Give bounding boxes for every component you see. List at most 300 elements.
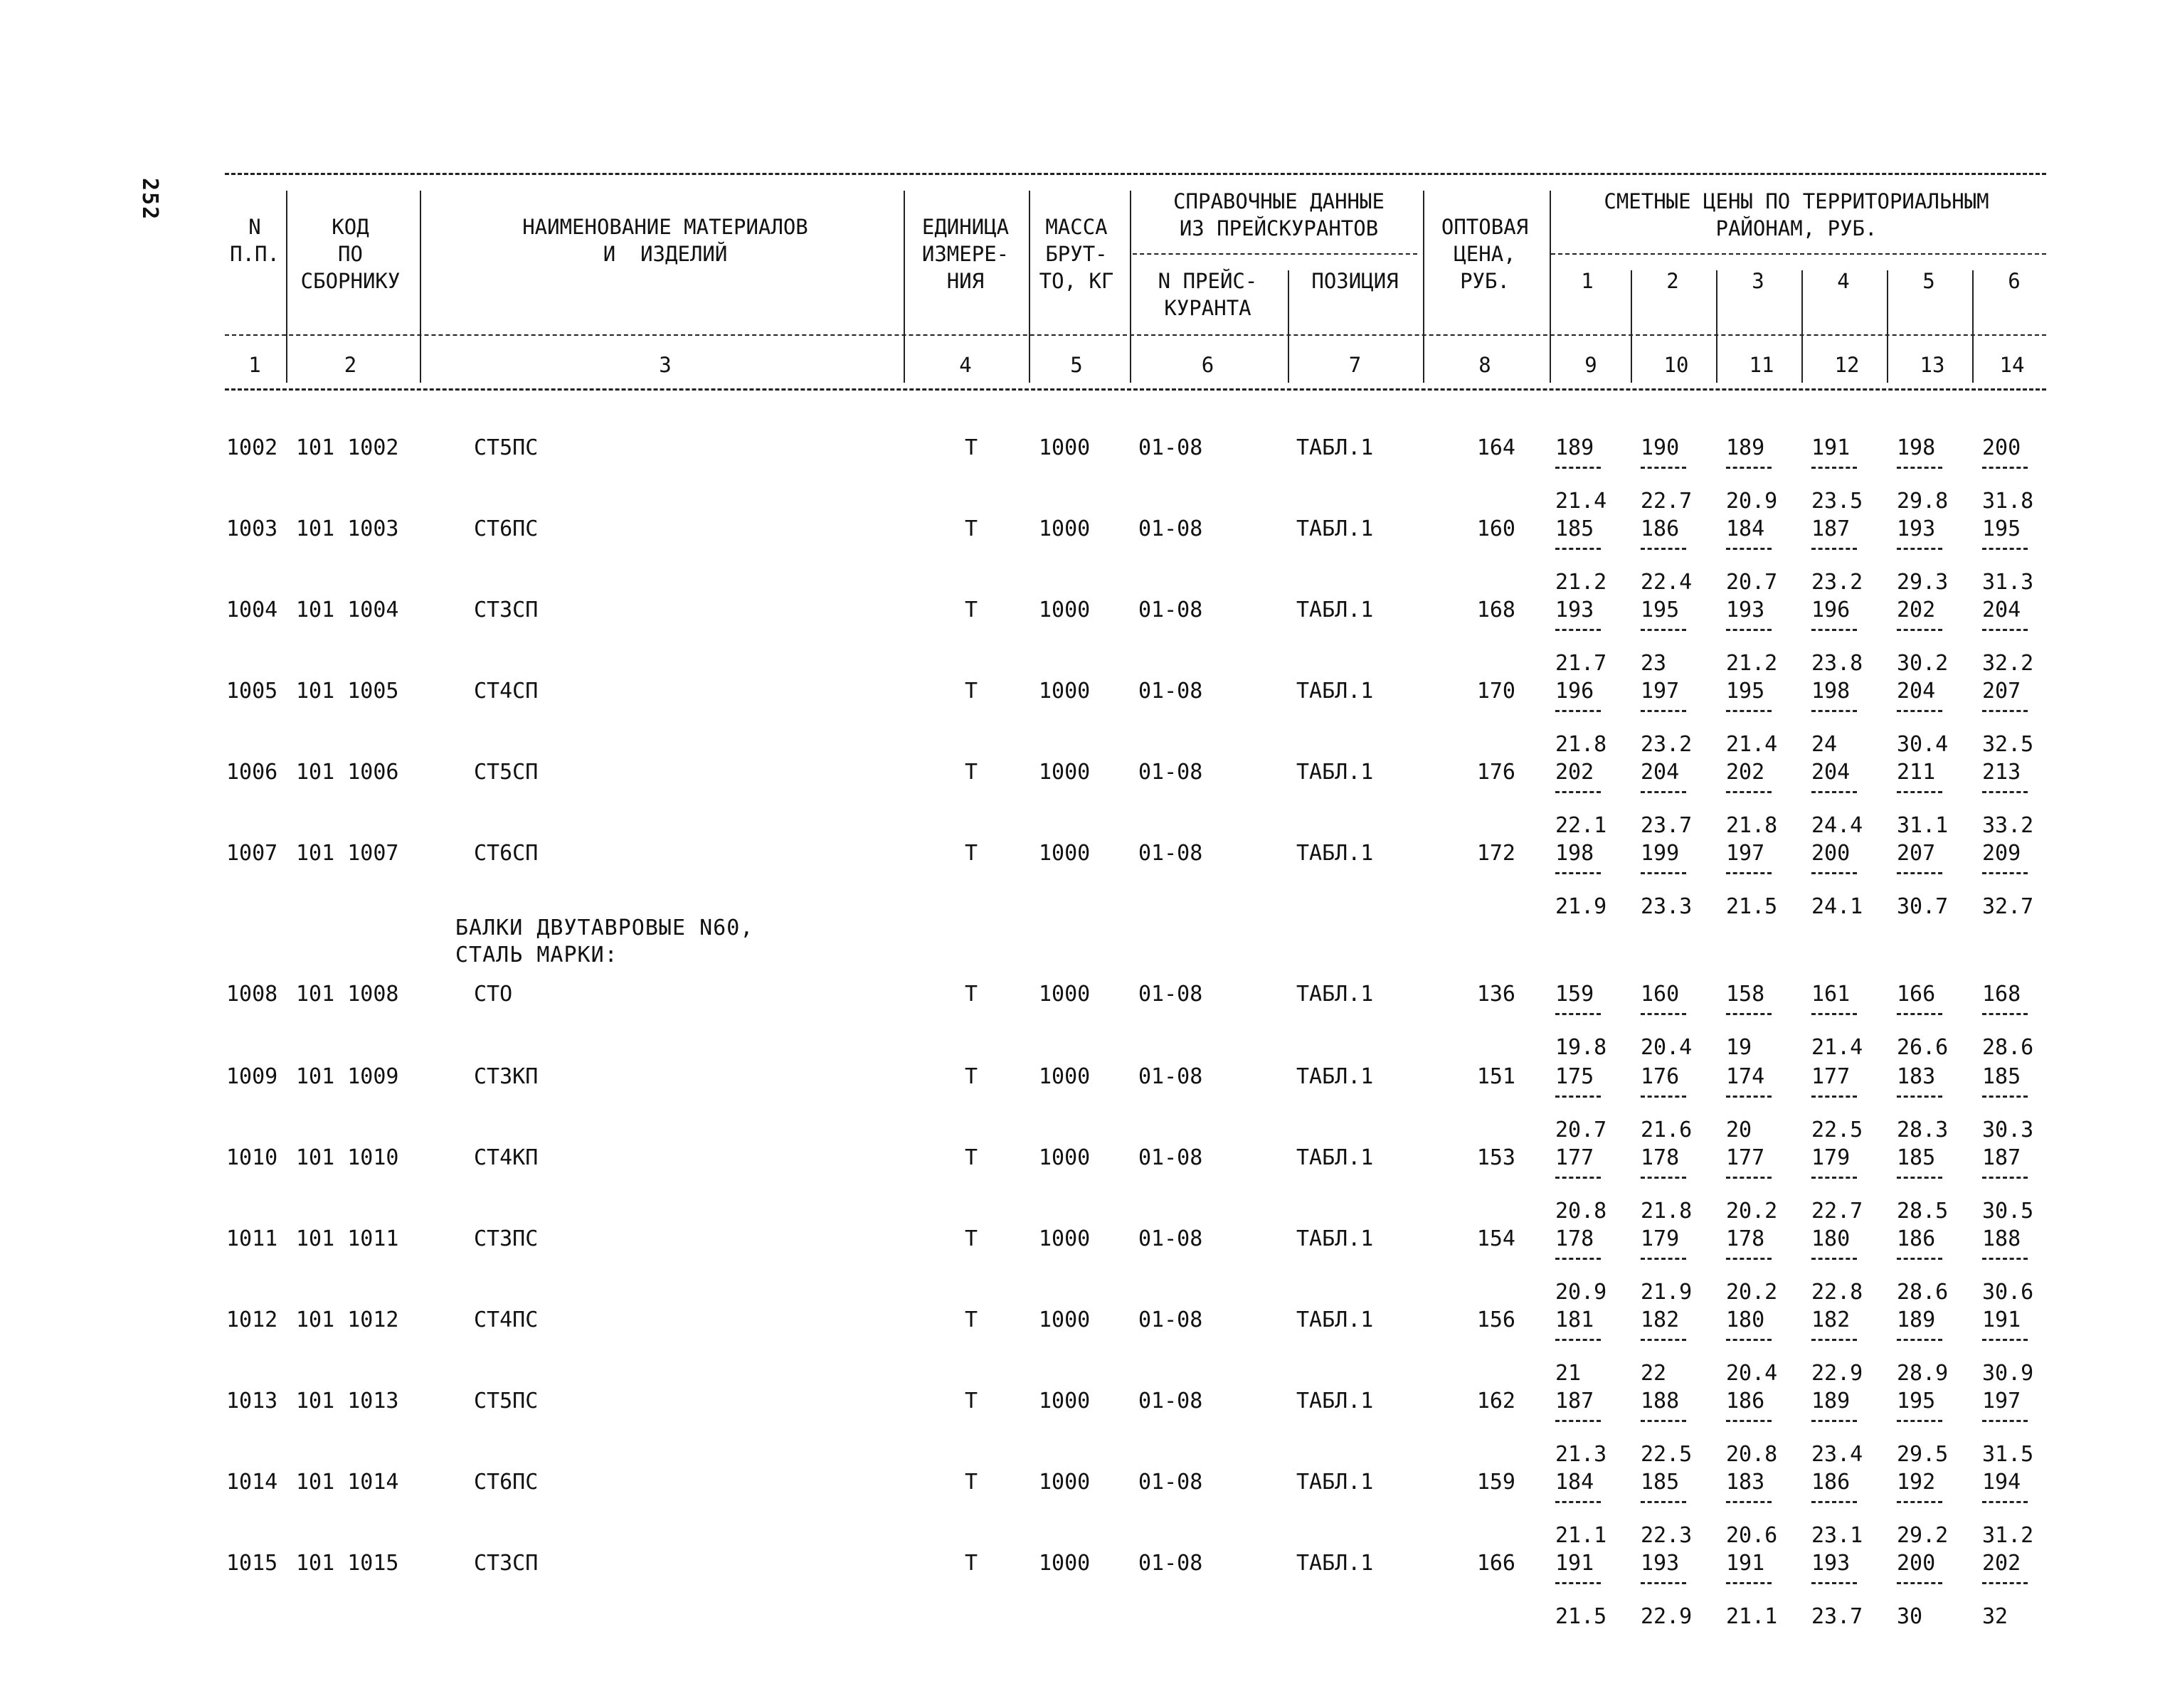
- fraction-bar: [1982, 710, 2028, 712]
- row-region-transport: 19: [1726, 1035, 1752, 1060]
- fraction-bar: [1982, 1096, 2028, 1098]
- row-region-transport: 23.1: [1811, 1523, 1863, 1548]
- row-region-transport: 23: [1641, 651, 1667, 676]
- row-region-price: 195: [1641, 598, 1680, 622]
- row-position: ТАБЛ.1: [1296, 1226, 1374, 1251]
- row-name: СТ6ПС: [474, 516, 539, 541]
- row-name: СТ6ПС: [474, 1470, 539, 1495]
- fraction-bar: [1641, 467, 1686, 469]
- fraction-bar: [1641, 548, 1686, 550]
- header-wholesale-price: ОПТОВАЯ ЦЕНА, РУБ.: [1441, 215, 1529, 293]
- row-region-price: 179: [1811, 1145, 1851, 1170]
- row-region-transport: 28.6: [1982, 1035, 2034, 1060]
- row-region-transport: 32: [1982, 1604, 2008, 1629]
- fraction-bar: [1982, 1013, 2028, 1015]
- fraction-bar: [1641, 1501, 1686, 1503]
- row-region-price: 193: [1811, 1551, 1851, 1576]
- row-region-transport: 21.9: [1641, 1280, 1693, 1305]
- row-number: 1007: [226, 841, 278, 866]
- row-name: СТ3КП: [474, 1064, 539, 1089]
- fraction-bar: [1555, 1501, 1601, 1503]
- column-number: 7: [1348, 353, 1362, 377]
- row-region-price: 177: [1726, 1145, 1765, 1170]
- row-region-price: 178: [1641, 1145, 1680, 1170]
- fraction-bar: [1982, 1258, 2028, 1260]
- row-pricelist: 01-08: [1138, 1470, 1203, 1495]
- fraction-bar: [1555, 629, 1601, 631]
- row-region-transport: 21.3: [1555, 1442, 1607, 1467]
- row-pricelist: 01-08: [1138, 1064, 1203, 1089]
- row-region-price: 202: [1726, 760, 1765, 785]
- row-position: ТАБЛ.1: [1296, 841, 1374, 866]
- row-region-price: 179: [1641, 1226, 1680, 1251]
- fraction-bar: [1726, 1339, 1772, 1341]
- row-wholesale-price: 136: [1476, 982, 1515, 1007]
- row-region-transport: 31.2: [1982, 1523, 2034, 1548]
- row-region-transport: 23.2: [1641, 732, 1693, 757]
- fraction-bar: [1811, 1013, 1857, 1015]
- row-region-transport: 21.6: [1641, 1118, 1693, 1142]
- row-wholesale-price: 151: [1476, 1064, 1515, 1089]
- header-bottom-rule: [225, 388, 2046, 391]
- row-region-price: 182: [1811, 1307, 1851, 1332]
- column-number: 2: [344, 353, 357, 377]
- row-region-price: 185: [1555, 516, 1594, 541]
- row-number: 1002: [226, 435, 278, 460]
- row-region-price: 181: [1555, 1307, 1594, 1332]
- fraction-bar: [1555, 791, 1601, 793]
- row-region-transport: 20.9: [1726, 489, 1778, 514]
- row-region-transport: 24: [1811, 732, 1838, 757]
- row-region-price: 176: [1641, 1064, 1680, 1089]
- row-name: СТ3ПС: [474, 1226, 539, 1251]
- row-region-price: 198: [1811, 679, 1851, 704]
- fraction-bar: [1982, 1501, 2028, 1503]
- row-region-price: 196: [1555, 679, 1594, 704]
- row-code: 101 1010: [296, 1145, 399, 1170]
- row-region-price: 196: [1811, 598, 1851, 622]
- row-region-transport: 20.2: [1726, 1280, 1778, 1305]
- header-separator: [1801, 270, 1803, 383]
- row-mass: 1000: [1039, 1064, 1091, 1089]
- row-pricelist: 01-08: [1138, 1551, 1203, 1576]
- fraction-bar: [1897, 1258, 1942, 1260]
- column-number: 9: [1584, 353, 1597, 377]
- row-region-price: 158: [1726, 982, 1765, 1007]
- column-number: 6: [1201, 353, 1214, 377]
- row-name: СТ5ПС: [474, 1389, 539, 1413]
- row-region-transport: 22.5: [1811, 1118, 1863, 1142]
- row-region-transport: 28.9: [1897, 1361, 1949, 1386]
- row-region-price: 211: [1897, 760, 1936, 785]
- row-unit: Т: [965, 598, 978, 622]
- row-region-transport: 30.3: [1982, 1118, 2034, 1142]
- fraction-bar: [1641, 791, 1686, 793]
- row-region-transport: 24.1: [1811, 894, 1863, 919]
- row-region-price: 204: [1897, 679, 1936, 704]
- row-region-price: 166: [1897, 982, 1936, 1007]
- header-name: НАИМЕНОВАНИЕ МАТЕРИАЛОВ И ИЗДЕЛИЙ: [522, 215, 808, 266]
- fraction-bar: [1726, 872, 1772, 874]
- header-region-5: 5: [1922, 269, 1935, 293]
- fraction-bar: [1897, 1013, 1942, 1015]
- section-title: БАЛКИ ДВУТАВРОВЫЕ N60, СТАЛЬ МАРКИ:: [455, 916, 754, 967]
- fraction-bar: [1897, 1096, 1942, 1098]
- row-mass: 1000: [1039, 679, 1091, 704]
- row-region-price: 197: [1726, 841, 1765, 866]
- row-region-price: 175: [1555, 1064, 1594, 1089]
- fraction-bar: [1811, 791, 1857, 793]
- row-region-transport: 32.7: [1982, 894, 2034, 919]
- row-region-price: 184: [1726, 516, 1765, 541]
- row-region-price: 189: [1555, 435, 1594, 460]
- fraction-bar: [1726, 710, 1772, 712]
- fraction-bar: [1811, 710, 1857, 712]
- row-region-transport: 23.7: [1641, 813, 1693, 838]
- row-region-transport: 26.6: [1897, 1035, 1949, 1060]
- row-region-transport: 21: [1555, 1361, 1582, 1386]
- row-pricelist: 01-08: [1138, 435, 1203, 460]
- row-number: 1006: [226, 760, 278, 785]
- header-separator: [1972, 270, 1974, 383]
- column-number: 14: [1999, 353, 2025, 377]
- row-region-price: 193: [1555, 598, 1594, 622]
- row-region-price: 202: [1555, 760, 1594, 785]
- row-region-price: 200: [1982, 435, 2021, 460]
- row-region-price: 202: [1982, 1551, 2021, 1576]
- fraction-bar: [1726, 467, 1772, 469]
- header-position: ПОЗИЦИЯ: [1311, 269, 1399, 293]
- row-region-price: 185: [1982, 1064, 2021, 1089]
- row-name: СТ4ПС: [474, 1307, 539, 1332]
- header-region-4: 4: [1837, 269, 1850, 293]
- row-pricelist: 01-08: [1138, 841, 1203, 866]
- row-region-price: 193: [1641, 1551, 1680, 1576]
- row-wholesale-price: 159: [1476, 1470, 1515, 1495]
- row-region-price: 188: [1982, 1226, 2021, 1251]
- row-region-price: 213: [1982, 760, 2021, 785]
- fraction-bar: [1982, 629, 2028, 631]
- row-mass: 1000: [1039, 982, 1091, 1007]
- fraction-bar: [1811, 548, 1857, 550]
- row-mass: 1000: [1039, 841, 1091, 866]
- row-position: ТАБЛ.1: [1296, 982, 1374, 1007]
- row-mass: 1000: [1039, 1551, 1091, 1576]
- fraction-bar: [1982, 791, 2028, 793]
- row-number: 1008: [226, 982, 278, 1007]
- row-name: СТ6СП: [474, 841, 539, 866]
- row-wholesale-price: 176: [1476, 760, 1515, 785]
- row-wholesale-price: 154: [1476, 1226, 1515, 1251]
- header-unit: ЕДИНИЦА ИЗМЕРЕ- НИЯ: [921, 215, 1010, 293]
- fraction-bar: [1641, 1013, 1686, 1015]
- header-code: КОД ПО СБОРНИКУ: [300, 215, 401, 293]
- row-position: ТАБЛ.1: [1296, 435, 1374, 460]
- fraction-bar: [1897, 1582, 1942, 1584]
- row-region-transport: 23.5: [1811, 489, 1863, 514]
- row-region-transport: 22.1: [1555, 813, 1607, 838]
- row-region-price: 194: [1982, 1470, 2021, 1495]
- row-pricelist: 01-08: [1138, 516, 1203, 541]
- fraction-bar: [1982, 1420, 2028, 1422]
- row-pricelist: 01-08: [1138, 1226, 1203, 1251]
- row-unit: Т: [965, 1064, 978, 1089]
- row-region-transport: 20.2: [1726, 1199, 1778, 1224]
- row-number: 1010: [226, 1145, 278, 1170]
- row-region-transport: 21.8: [1641, 1199, 1693, 1224]
- fraction-bar: [1811, 872, 1857, 874]
- row-region-transport: 29.3: [1897, 570, 1949, 595]
- row-unit: Т: [965, 1226, 978, 1251]
- fraction-bar: [1897, 1339, 1942, 1341]
- fraction-bar: [1555, 1177, 1601, 1179]
- fraction-bar: [1982, 1582, 2028, 1584]
- fraction-bar: [1811, 1420, 1857, 1422]
- header-separator: [286, 191, 287, 383]
- fraction-bar: [1555, 710, 1601, 712]
- row-region-transport: 22.9: [1641, 1604, 1693, 1629]
- fraction-bar: [1811, 467, 1857, 469]
- fraction-bar: [1811, 1582, 1857, 1584]
- fraction-bar: [1897, 467, 1942, 469]
- fraction-bar: [1811, 1096, 1857, 1098]
- row-region-price: 191: [1811, 435, 1851, 460]
- row-region-transport: 28.6: [1897, 1280, 1949, 1305]
- fraction-bar: [1555, 872, 1601, 874]
- row-region-price: 200: [1811, 841, 1851, 866]
- header-region-6: 6: [2008, 269, 2021, 293]
- row-wholesale-price: 156: [1476, 1307, 1515, 1332]
- header-separator: [1887, 270, 1888, 383]
- row-region-transport: 23.3: [1641, 894, 1693, 919]
- row-region-transport: 30.2: [1897, 651, 1949, 676]
- row-pricelist: 01-08: [1138, 598, 1203, 622]
- header-region-3: 3: [1752, 269, 1764, 293]
- row-region-transport: 30.9: [1982, 1361, 2034, 1386]
- row-region-price: 183: [1726, 1470, 1765, 1495]
- row-code: 101 1003: [296, 516, 399, 541]
- row-pricelist: 01-08: [1138, 1389, 1203, 1413]
- row-mass: 1000: [1039, 1307, 1091, 1332]
- row-position: ТАБЛ.1: [1296, 760, 1374, 785]
- row-code: 101 1005: [296, 679, 399, 704]
- header-separator: [1716, 270, 1717, 383]
- row-region-transport: 30.6: [1982, 1280, 2034, 1305]
- row-unit: Т: [965, 760, 978, 785]
- row-wholesale-price: 153: [1476, 1145, 1515, 1170]
- row-region-price: 159: [1555, 982, 1594, 1007]
- row-region-transport: 32.5: [1982, 732, 2034, 757]
- row-pricelist: 01-08: [1138, 1145, 1203, 1170]
- fraction-bar: [1555, 1582, 1601, 1584]
- row-unit: Т: [965, 1551, 978, 1576]
- row-region-price: 195: [1982, 516, 2021, 541]
- row-mass: 1000: [1039, 760, 1091, 785]
- row-region-transport: 23.7: [1811, 1604, 1863, 1629]
- row-region-price: 189: [1811, 1389, 1851, 1413]
- row-region-transport: 20.4: [1726, 1361, 1778, 1386]
- fraction-bar: [1982, 548, 2028, 550]
- row-region-price: 182: [1641, 1307, 1680, 1332]
- row-region-transport: 20.9: [1555, 1280, 1607, 1305]
- row-region-price: 198: [1897, 435, 1936, 460]
- fraction-bar: [1811, 1501, 1857, 1503]
- row-region-price: 207: [1897, 841, 1936, 866]
- fraction-bar: [1811, 1177, 1857, 1179]
- row-region-transport: 22.7: [1811, 1199, 1863, 1224]
- column-number: 12: [1834, 353, 1860, 377]
- row-region-price: 192: [1897, 1470, 1936, 1495]
- row-unit: Т: [965, 435, 978, 460]
- row-region-transport: 21.1: [1726, 1604, 1778, 1629]
- row-region-price: 188: [1641, 1389, 1680, 1413]
- row-region-price: 180: [1811, 1226, 1851, 1251]
- row-region-price: 204: [1811, 760, 1851, 785]
- row-region-transport: 21.1: [1555, 1523, 1607, 1548]
- row-pricelist: 01-08: [1138, 679, 1203, 704]
- row-region-transport: 21.4: [1555, 489, 1607, 514]
- row-region-price: 174: [1726, 1064, 1765, 1089]
- row-region-transport: 22.7: [1641, 489, 1693, 514]
- row-region-price: 178: [1726, 1226, 1765, 1251]
- row-region-transport: 19.8: [1555, 1035, 1607, 1060]
- column-number: 5: [1070, 353, 1083, 377]
- fraction-bar: [1982, 1177, 2028, 1179]
- row-region-price: 184: [1555, 1470, 1594, 1495]
- fraction-bar: [1726, 1420, 1772, 1422]
- fraction-bar: [1641, 1096, 1686, 1098]
- row-region-price: 204: [1982, 598, 2021, 622]
- row-number: 1003: [226, 516, 278, 541]
- fraction-bar: [1641, 1177, 1686, 1179]
- row-code: 101 1004: [296, 598, 399, 622]
- row-region-price: 183: [1897, 1064, 1936, 1089]
- row-region-transport: 21.7: [1555, 651, 1607, 676]
- row-region-transport: 22: [1641, 1361, 1667, 1386]
- fraction-bar: [1726, 1258, 1772, 1260]
- row-region-transport: 20.7: [1726, 570, 1778, 595]
- row-region-price: 187: [1982, 1145, 2021, 1170]
- page-number: 252: [137, 178, 162, 221]
- row-unit: Т: [965, 1145, 978, 1170]
- row-position: ТАБЛ.1: [1296, 1551, 1374, 1576]
- row-mass: 1000: [1039, 1145, 1091, 1170]
- row-unit: Т: [965, 1470, 978, 1495]
- fraction-bar: [1982, 872, 2028, 874]
- top-rule: [225, 173, 2046, 175]
- row-position: ТАБЛ.1: [1296, 679, 1374, 704]
- header-number-divider: [225, 334, 2046, 336]
- row-position: ТАБЛ.1: [1296, 1064, 1374, 1089]
- fraction-bar: [1897, 1420, 1942, 1422]
- row-region-transport: 31.8: [1982, 489, 2034, 514]
- row-region-transport: 20.6: [1726, 1523, 1778, 1548]
- row-position: ТАБЛ.1: [1296, 1389, 1374, 1413]
- fraction-bar: [1811, 629, 1857, 631]
- header-region-2: 2: [1666, 269, 1679, 293]
- row-code: 101 1002: [296, 435, 399, 460]
- row-region-price: 191: [1982, 1307, 2021, 1332]
- row-region-price: 180: [1726, 1307, 1765, 1332]
- row-region-transport: 21.2: [1555, 570, 1607, 595]
- row-region-transport: 21.8: [1726, 813, 1778, 838]
- column-number: 10: [1663, 353, 1689, 377]
- row-region-price: 186: [1811, 1470, 1851, 1495]
- fraction-bar: [1897, 1177, 1942, 1179]
- fraction-bar: [1726, 791, 1772, 793]
- fraction-bar: [1897, 710, 1942, 712]
- row-region-price: 200: [1897, 1551, 1936, 1576]
- row-number: 1004: [226, 598, 278, 622]
- row-unit: Т: [965, 1389, 978, 1413]
- row-region-price: 204: [1641, 760, 1680, 785]
- row-region-transport: 28.5: [1897, 1199, 1949, 1224]
- fraction-bar: [1811, 1339, 1857, 1341]
- row-number: 1012: [226, 1307, 278, 1332]
- header-pricelist: N ПРЕЙС- КУРАНТА: [1158, 269, 1258, 320]
- row-region-price: 187: [1811, 516, 1851, 541]
- row-pricelist: 01-08: [1138, 760, 1203, 785]
- row-region-price: 168: [1982, 982, 2021, 1007]
- fraction-bar: [1641, 1420, 1686, 1422]
- row-region-transport: 31.3: [1982, 570, 2034, 595]
- fraction-bar: [1555, 548, 1601, 550]
- fraction-bar: [1726, 1096, 1772, 1098]
- fraction-bar: [1726, 629, 1772, 631]
- row-region-price: 186: [1641, 516, 1680, 541]
- row-region-price: 209: [1982, 841, 2021, 866]
- row-region-transport: 30.5: [1982, 1199, 2034, 1224]
- fraction-bar: [1897, 548, 1942, 550]
- row-region-transport: 20.7: [1555, 1118, 1607, 1142]
- row-region-transport: 20.8: [1555, 1199, 1607, 1224]
- row-mass: 1000: [1039, 435, 1091, 460]
- fraction-bar: [1555, 1339, 1601, 1341]
- row-region-price: 189: [1726, 435, 1765, 460]
- row-mass: 1000: [1039, 1470, 1091, 1495]
- row-region-price: 195: [1726, 679, 1765, 704]
- row-wholesale-price: 162: [1476, 1389, 1515, 1413]
- fraction-bar: [1641, 710, 1686, 712]
- fraction-bar: [1555, 1258, 1601, 1260]
- column-number: 4: [959, 353, 972, 377]
- row-name: СТ5СП: [474, 760, 539, 785]
- header-reference-divider: [1133, 253, 1417, 255]
- row-region-transport: 22.5: [1641, 1442, 1693, 1467]
- row-code: 101 1013: [296, 1389, 399, 1413]
- row-wholesale-price: 172: [1476, 841, 1515, 866]
- row-pricelist: 01-08: [1138, 1307, 1203, 1332]
- row-number: 1013: [226, 1389, 278, 1413]
- header-price-group: СМЕТНЫЕ ЦЕНЫ ПО ТЕРРИТОРИАЛЬНЫМ РАЙОНАМ, РУБ.: [1604, 189, 1989, 240]
- column-number: 3: [659, 353, 672, 377]
- row-code: 101 1007: [296, 841, 399, 866]
- row-unit: Т: [965, 982, 978, 1007]
- column-number: 11: [1749, 353, 1774, 377]
- row-unit: Т: [965, 679, 978, 704]
- column-number: 13: [1920, 353, 1945, 377]
- row-mass: 1000: [1039, 1226, 1091, 1251]
- fraction-bar: [1641, 872, 1686, 874]
- row-region-transport: 33.2: [1982, 813, 2034, 838]
- row-unit: Т: [965, 841, 978, 866]
- fraction-bar: [1555, 1013, 1601, 1015]
- row-region-transport: 29.5: [1897, 1442, 1949, 1467]
- row-name: СТО: [474, 982, 513, 1007]
- column-number: 8: [1478, 353, 1491, 377]
- row-region-transport: 21.4: [1726, 732, 1778, 757]
- row-region-transport: 21.5: [1555, 1604, 1607, 1629]
